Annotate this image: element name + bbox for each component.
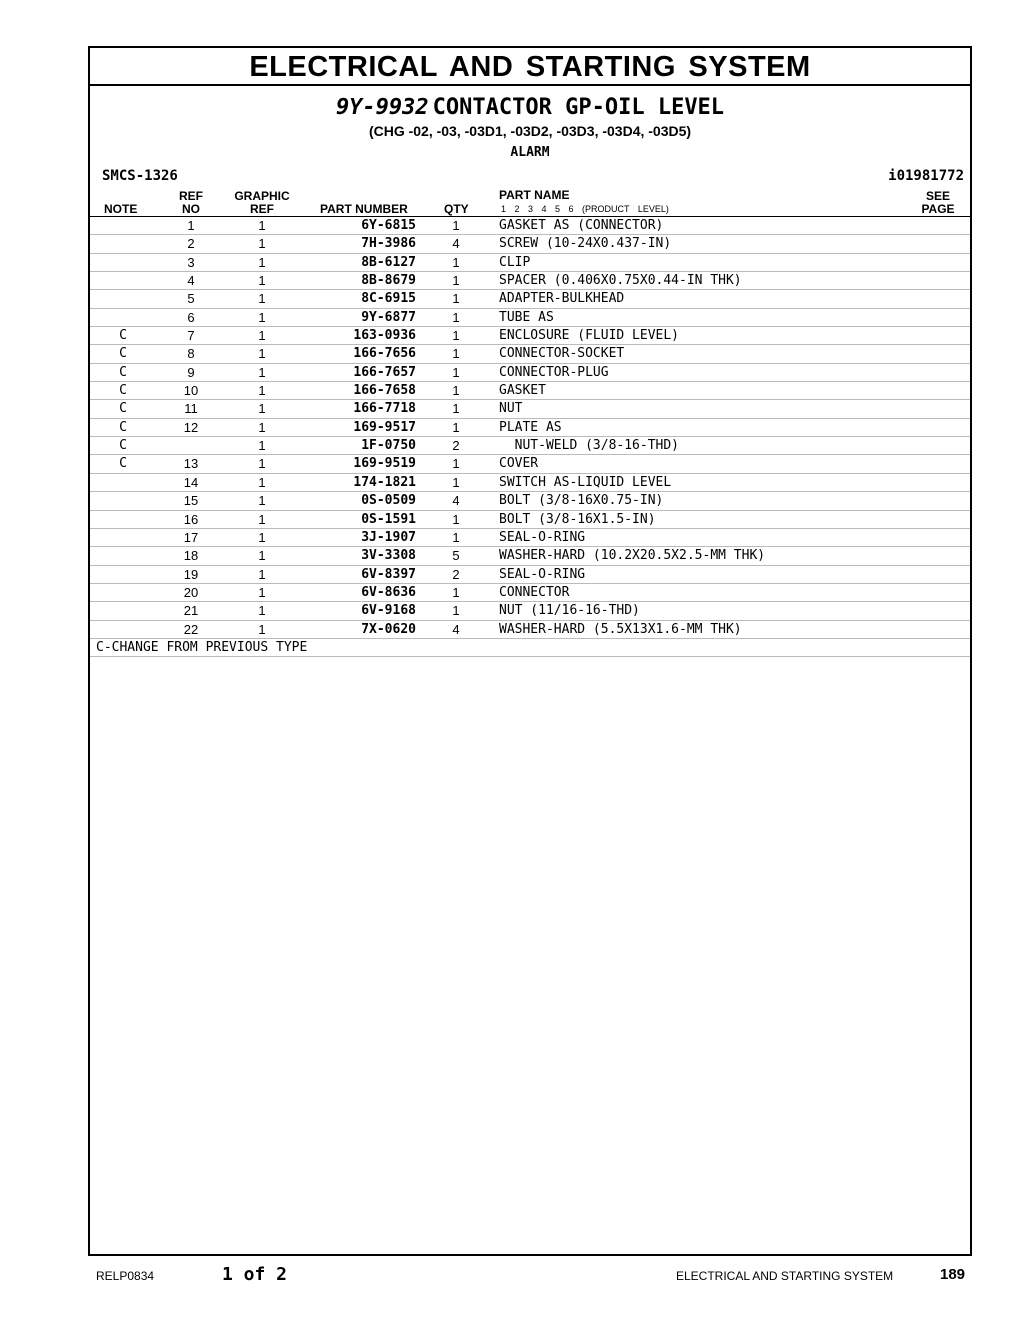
table-row <box>90 602 970 620</box>
part-name-cell: PLATE AS <box>499 419 562 435</box>
graphic-ref-cell: 1 <box>258 254 266 270</box>
note-cell: C <box>119 383 127 399</box>
qty-cell: 1 <box>452 401 460 417</box>
graphic-ref-cell: 1 <box>258 401 266 417</box>
part-number-cell: 3J-1907 <box>361 529 416 545</box>
part-number-cell: 0S-0509 <box>361 493 416 509</box>
table-row <box>90 584 970 602</box>
table-row <box>90 235 970 253</box>
smcs-code: SMCS-1326 <box>102 168 178 184</box>
part-number-cell: 0S-1591 <box>361 511 416 527</box>
part-name-cell: GASKET AS (CONNECTOR) <box>499 218 664 233</box>
table-row <box>90 492 970 510</box>
note-cell: C <box>119 401 127 417</box>
ref-cell: 19 <box>183 566 199 582</box>
graphic-ref-cell: 1 <box>258 236 266 252</box>
ref-cell: 4 <box>187 273 195 289</box>
part-name-cell: SPACER (0.406X0.75X0.44-IN THK) <box>499 273 742 289</box>
col-graphic-bottom: REF <box>250 202 274 216</box>
graphic-ref-cell: 1 <box>258 566 266 582</box>
ref-cell: 5 <box>187 291 195 307</box>
qty-cell: 1 <box>452 474 460 490</box>
ref-cell: 15 <box>183 493 199 509</box>
graphic-ref-cell: 1 <box>258 456 266 472</box>
section-title: ELECTRICAL AND STARTING SYSTEM <box>90 48 970 86</box>
table-row <box>90 419 970 437</box>
ref-cell: 17 <box>183 529 199 545</box>
graphic-ref-cell: 1 <box>258 328 266 344</box>
ref-cell: 8 <box>187 346 195 362</box>
parts-table <box>90 217 970 639</box>
graphic-ref-cell: 1 <box>258 603 266 619</box>
part-name-cell: CONNECTOR-SOCKET <box>499 346 625 362</box>
note-cell: C <box>119 328 127 344</box>
group-subtitle: ALARM <box>510 145 550 160</box>
footer-section: ELECTRICAL AND STARTING SYSTEM <box>676 1269 894 1283</box>
table-row <box>90 566 970 584</box>
table-row <box>90 290 970 308</box>
qty-cell: 4 <box>452 621 460 637</box>
part-number-cell: 166-7718 <box>353 401 416 417</box>
col-ref-bottom: NO <box>182 202 200 216</box>
ref-cell: 9 <box>187 364 195 380</box>
illustration-id: i01981772 <box>888 168 964 184</box>
qty-cell: 1 <box>452 346 460 362</box>
part-number-cell: 9Y-6877 <box>361 309 416 325</box>
part-number-cell: 166-7658 <box>353 383 416 399</box>
table-row <box>90 547 970 565</box>
part-name-cell: SWITCH AS-LIQUID LEVEL <box>499 474 672 490</box>
part-name-cell: WASHER-HARD (10.2X20.5X2.5-MM THK) <box>499 548 766 564</box>
part-name-cell: BOLT (3/8-16X0.75-IN) <box>499 493 664 509</box>
part-name-cell: ADAPTER-BULKHEAD <box>499 291 625 307</box>
part-number-cell: 166-7656 <box>353 346 416 362</box>
note-cell: C <box>119 438 127 454</box>
table-row <box>90 364 970 382</box>
qty-cell: 5 <box>452 548 460 564</box>
qty-cell: 1 <box>452 584 460 600</box>
table-row <box>90 529 970 547</box>
footnote: C-CHANGE FROM PREVIOUS TYPE <box>90 639 970 657</box>
part-name-cell: CLIP <box>499 254 531 270</box>
qty-cell: 1 <box>452 328 460 344</box>
part-number-cell: 166-7657 <box>353 364 416 380</box>
qty-cell: 1 <box>452 383 460 399</box>
ref-cell: 2 <box>187 236 195 252</box>
table-row <box>90 621 970 639</box>
table-row <box>90 217 970 235</box>
part-name-cell: COVER <box>499 456 539 472</box>
qty-cell: 4 <box>452 236 460 252</box>
note-cell: C <box>119 364 127 380</box>
table-row <box>90 382 970 400</box>
ref-cell: 7 <box>187 328 195 344</box>
page-footer <box>0 1264 1020 1288</box>
part-name-cell: CONNECTOR <box>499 584 570 600</box>
ref-cell: 3 <box>187 254 195 270</box>
graphic-ref-cell: 1 <box>258 218 266 233</box>
table-row <box>90 511 970 529</box>
col-ref-top: REF <box>179 189 203 203</box>
part-name-cell: CONNECTOR-PLUG <box>499 364 609 380</box>
qty-cell: 1 <box>452 254 460 270</box>
part-name-cell: WASHER-HARD (5.5X13X1.6-MM THK) <box>499 621 742 637</box>
ref-cell: 6 <box>187 309 195 325</box>
graphic-ref-cell: 1 <box>258 438 266 454</box>
part-number-cell: 169-9519 <box>353 456 416 472</box>
qty-cell: 1 <box>452 291 460 307</box>
part-number-cell: 7X-0620 <box>361 621 416 637</box>
graphic-ref-cell: 1 <box>258 291 266 307</box>
group-part-number: 9Y-9932 <box>335 95 429 120</box>
table-row <box>90 345 970 363</box>
qty-cell: 1 <box>452 456 460 472</box>
part-number-cell: 6Y-6815 <box>361 218 416 233</box>
part-name-cell: SCREW (10-24X0.437-IN) <box>499 236 672 252</box>
part-number-cell: 169-9517 <box>353 419 416 435</box>
group-header <box>90 94 970 164</box>
note-cell: C <box>119 419 127 435</box>
column-header <box>90 188 970 217</box>
part-number-cell: 1F-0750 <box>361 438 416 454</box>
part-number-cell: 6V-8397 <box>361 566 416 582</box>
col-see-top: SEE <box>925 189 950 203</box>
part-number-cell: 8B-6127 <box>361 254 416 270</box>
col-part-name: PART NAME <box>499 188 570 202</box>
qty-cell: 1 <box>452 309 460 325</box>
table-row <box>90 474 970 492</box>
graphic-ref-cell: 1 <box>258 493 266 509</box>
col-qty: QTY <box>444 202 469 216</box>
page-number: 189 <box>940 1266 966 1283</box>
part-name-cell: NUT-WELD (3/8-16-THD) <box>499 438 680 454</box>
part-name-cell: BOLT (3/8-16X1.5-IN) <box>499 511 656 527</box>
part-number-cell: 163-0936 <box>353 328 416 344</box>
part-number-cell: 174-1821 <box>353 474 416 490</box>
col-note: NOTE <box>104 202 138 216</box>
ref-cell: 12 <box>183 419 199 435</box>
table-row <box>90 272 970 290</box>
graphic-ref-cell: 1 <box>258 548 266 564</box>
note-cell: C <box>119 346 127 362</box>
qty-cell: 1 <box>452 419 460 435</box>
graphic-ref-cell: 1 <box>258 273 266 289</box>
table-row <box>90 254 970 272</box>
group-name: CONTACTOR GP-OIL LEVEL <box>432 95 725 120</box>
graphic-ref-cell: 1 <box>258 364 266 380</box>
part-name-cell: ENCLOSURE (FLUID LEVEL) <box>499 328 680 344</box>
part-name-cell: GASKET <box>499 383 546 399</box>
page-of: 1 of 2 <box>222 1264 288 1285</box>
graphic-ref-cell: 1 <box>258 346 266 362</box>
qty-cell: 1 <box>452 511 460 527</box>
ref-cell: 21 <box>183 603 199 619</box>
table-row <box>90 437 970 455</box>
ref-cell: 16 <box>183 511 199 527</box>
qty-cell: 1 <box>452 273 460 289</box>
part-name-cell: SEAL-O-RING <box>499 529 586 545</box>
table-row <box>90 455 970 473</box>
part-name-cell: NUT (11/16-16-THD) <box>499 603 640 619</box>
ref-cell: 14 <box>183 474 199 490</box>
ref-cell: 1 <box>187 218 195 233</box>
part-number-cell: 6V-8636 <box>361 584 416 600</box>
table-row <box>90 400 970 418</box>
table-row <box>90 327 970 345</box>
col-see-bottom: PAGE <box>921 202 955 216</box>
graphic-ref-cell: 1 <box>258 529 266 545</box>
graphic-ref-cell: 1 <box>258 309 266 325</box>
table-row <box>90 309 970 327</box>
qty-cell: 1 <box>452 218 460 233</box>
part-number-cell: 3V-3308 <box>361 548 416 564</box>
qty-cell: 4 <box>452 493 460 509</box>
group-title <box>90 94 970 122</box>
col-part-number: PART NUMBER <box>320 202 408 216</box>
ref-cell: 20 <box>183 584 199 600</box>
graphic-ref-cell: 1 <box>258 621 266 637</box>
graphic-ref-cell: 1 <box>258 511 266 527</box>
graphic-ref-cell: 1 <box>258 383 266 399</box>
part-name-cell: TUBE AS <box>499 309 554 325</box>
ref-cell: 11 <box>184 401 198 417</box>
ref-cell: 18 <box>183 548 199 564</box>
part-number-cell: 8B-8679 <box>361 273 416 289</box>
smcs-row <box>90 166 970 188</box>
graphic-ref-cell: 1 <box>258 474 266 490</box>
part-number-cell: 8C-6915 <box>361 291 416 307</box>
part-number-cell: 7H-3986 <box>361 236 416 252</box>
part-number-cell: 6V-9168 <box>361 603 416 619</box>
col-product-levels: 1 2 3 4 5 6 (PRODUCT LEVEL) <box>501 204 669 214</box>
change-codes: (CHG -02, -03, -03D1, -03D2, -03D3, -03D4, -03D5) <box>368 123 692 139</box>
part-name-cell: NUT <box>499 401 523 417</box>
page-frame <box>88 46 972 1256</box>
qty-cell: 1 <box>452 364 460 380</box>
doc-code: RELP0834 <box>96 1269 155 1283</box>
part-name-cell: SEAL-O-RING <box>499 566 586 582</box>
graphic-ref-cell: 1 <box>258 584 266 600</box>
ref-cell: 10 <box>183 383 199 399</box>
qty-cell: 2 <box>452 566 460 582</box>
note-cell: C <box>119 456 127 472</box>
ref-cell: 22 <box>183 621 199 637</box>
graphic-ref-cell: 1 <box>258 419 266 435</box>
qty-cell: 1 <box>452 603 460 619</box>
ref-cell: 13 <box>183 456 199 472</box>
qty-cell: 2 <box>452 438 460 454</box>
qty-cell: 1 <box>452 529 460 545</box>
col-graphic-top: GRAPHIC <box>234 189 290 203</box>
